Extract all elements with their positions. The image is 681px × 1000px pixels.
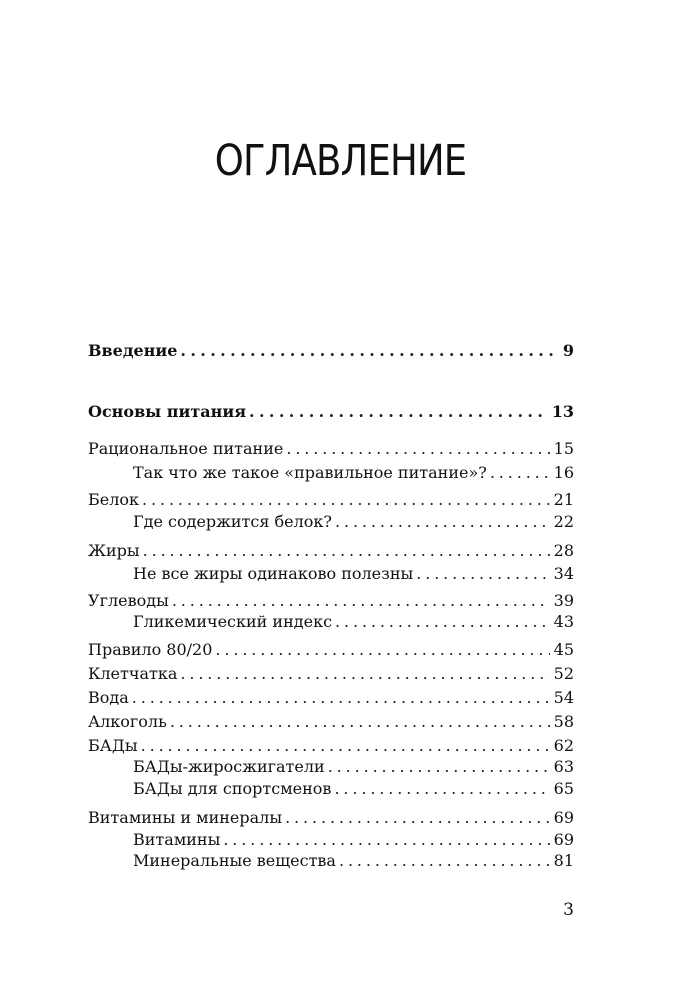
toc-entry-page: 54 <box>553 688 574 707</box>
toc-entry-label: Жиры <box>88 541 140 560</box>
toc-entry-label: Витамины и минералы <box>88 808 283 827</box>
toc-entry-page: 65 <box>553 779 574 798</box>
dot-leader <box>249 402 548 422</box>
toc-entry-label: БАДы <box>88 736 138 755</box>
toc-subentry-minerals[interactable] <box>133 851 574 871</box>
toc-entry-water[interactable] <box>88 688 574 708</box>
toc-entry-page: 43 <box>553 612 574 631</box>
dot-leader <box>132 688 550 708</box>
toc-entry-page: 15 <box>553 439 574 458</box>
toc-entry-label: Рациональное питание <box>88 439 284 458</box>
dot-leader <box>328 757 550 777</box>
dot-leader <box>180 341 558 361</box>
toc-entry-page: 81 <box>553 851 574 870</box>
toc-entry-rational[interactable] <box>88 439 574 459</box>
dot-leader <box>334 779 549 799</box>
toc-entry-label: Так что же такое «правильное питание»? <box>133 463 487 482</box>
toc-entry-fats[interactable] <box>88 541 574 561</box>
toc-entry-page: 45 <box>553 640 574 659</box>
toc-subentry-protein[interactable] <box>133 512 574 532</box>
toc-entry-vitmin[interactable] <box>88 808 574 828</box>
toc-entry-basics[interactable] <box>88 402 574 422</box>
dot-leader <box>170 712 550 732</box>
toc-entry-page: 13 <box>551 402 574 421</box>
toc-entry-page: 69 <box>553 830 574 849</box>
toc-entry-label: Клетчатка <box>88 664 178 683</box>
toc-entry-page: 39 <box>553 591 574 610</box>
toc-entry-label: Введение <box>88 341 178 360</box>
toc-entry-label: Вода <box>88 688 129 707</box>
toc-entry-carbs[interactable] <box>88 591 574 611</box>
page-title: ОГЛАВЛЕНИЕ <box>214 136 467 186</box>
toc-entry-page: 16 <box>553 463 574 482</box>
toc-entry-page: 69 <box>553 808 574 827</box>
toc-entry-page: 21 <box>553 490 574 509</box>
toc-entry-intro[interactable] <box>88 341 574 361</box>
toc-entry-label: БАДы для спортсменов <box>133 779 332 798</box>
dot-leader <box>180 664 549 684</box>
dot-leader <box>416 564 549 584</box>
dot-leader <box>339 851 550 871</box>
toc-subentry-supp-sport[interactable] <box>133 779 574 799</box>
toc-entry-label: Минеральные вещества <box>133 851 336 870</box>
toc-subentry-fats[interactable] <box>133 564 574 584</box>
dot-leader <box>285 808 550 828</box>
toc-entry-page: 28 <box>553 541 574 560</box>
toc-entry-label: Углеводы <box>88 591 169 610</box>
toc-entry-protein[interactable] <box>88 490 574 510</box>
toc-entry-alcohol[interactable] <box>88 712 574 732</box>
toc-entry-page: 58 <box>553 712 574 731</box>
dot-leader <box>143 541 550 561</box>
dot-leader <box>223 830 549 850</box>
toc-entry-page: 63 <box>553 757 574 776</box>
toc-subentry-rational[interactable] <box>133 463 574 483</box>
toc-entry-label: Основы питания <box>88 402 247 421</box>
toc-entry-supplements[interactable] <box>88 736 574 756</box>
dot-leader <box>141 736 550 756</box>
toc-entry-fiber[interactable] <box>88 664 574 684</box>
toc-entry-rule[interactable] <box>88 640 574 660</box>
dot-leader <box>215 640 549 660</box>
page-number: 3 <box>563 900 574 920</box>
toc-entry-page: 62 <box>553 736 574 755</box>
toc-entry-page: 9 <box>562 341 574 360</box>
toc-entry-label: Алкоголь <box>88 712 167 731</box>
toc-entry-label: Где содержится белок? <box>133 512 333 531</box>
toc-subentry-supp-fat[interactable] <box>133 757 574 777</box>
dot-leader <box>335 512 550 532</box>
toc-entry-page: 34 <box>553 564 574 583</box>
dot-leader <box>172 591 550 611</box>
toc-entry-label: Гликемический индекс <box>133 612 333 631</box>
dot-leader <box>335 612 550 632</box>
toc-entry-label: Правило 80/20 <box>88 640 213 659</box>
toc-entry-page: 52 <box>553 664 574 683</box>
dot-leader <box>490 463 550 483</box>
toc-entry-page: 22 <box>553 512 574 531</box>
dot-leader <box>142 490 550 510</box>
dot-leader <box>286 439 549 459</box>
toc-entry-label: Не все жиры одинаково полезны <box>133 564 414 583</box>
toc-entry-label: Витамины <box>133 830 221 849</box>
toc-subentry-carbs[interactable] <box>133 612 574 632</box>
toc-entry-label: БАДы-жиросжигатели <box>133 757 325 776</box>
toc-subentry-vitamins[interactable] <box>133 830 574 850</box>
toc-entry-label: Белок <box>88 490 140 509</box>
